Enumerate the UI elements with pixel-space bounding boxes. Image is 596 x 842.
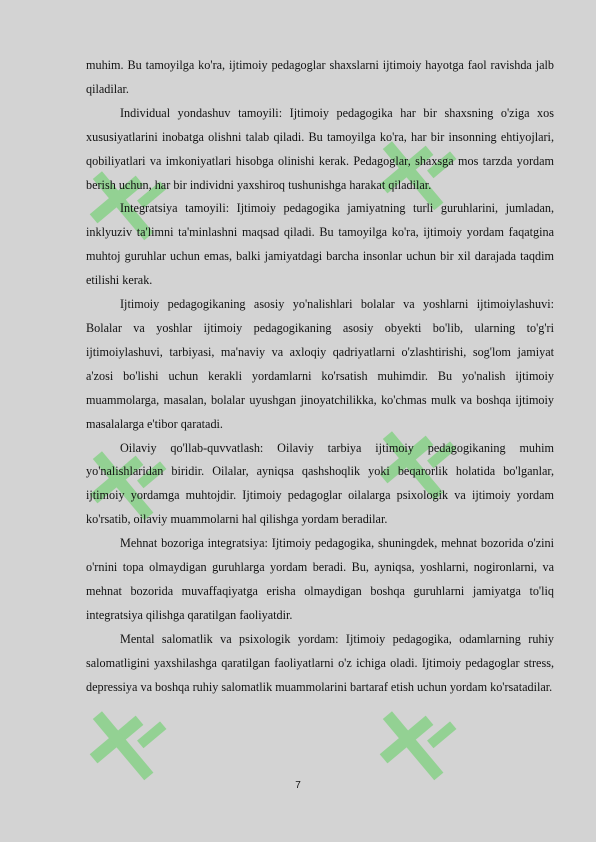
paragraph: Mehnat bozoriga integratsiya: Ijtimoiy pedagogika, shuningdek, mehnat bozorida o'zini o'rnini topa olmaydigan guruhlarga yordam beradi. Bu, ayniqsa, yoshlarni, nogironlarni, va mehnat bozorida muvaffaqiyatga erisha olmaydigan boshqa guruhlarni jamiyatga to'liq integratsiya qilishga qaratilgan faoliyatdir. bbox=[86, 536, 554, 622]
paragraph: Oilaviy qo'llab-quvvatlash: Oilaviy tarbiya ijtimoiy pedagogikaning muhim yo'nalishlaridan biridir. Oilalar, ayniqsa qashshoqlik yoki beqarorlik holatida bo'lganlar, ijtimoiy yordamga muhtojdir. Ijtimoiy pedagoglar oilalarga psixologik va ijtimoiy yordam ko'rsatib, oilaviy muammolarni hal qilishga yordam beradilar. bbox=[86, 440, 554, 527]
page-number: 7 bbox=[295, 780, 301, 791]
paragraph: Integratsiya tamoyili: Ijtimoiy pedagogika jamiyatning turli guruhlarini, jumladan, inklyuziv ta'limni ta'minlashni maqsad qiladi. Bu tamoyilga ko'ra, ijtimoiy yordam faqatgina muhtoj guruhlar uchun emas, balki jamiyatdagi barcha insonlar uchun bir xil darajada taqdim etilishi kerak. bbox=[86, 201, 554, 288]
document-body bbox=[86, 54, 554, 699]
paragraph: Individual yondashuv tamoyili: Ijtimoiy pedagogika har bir shaxsning o'ziga xos xususiyatlarini inobatga olishni talab qiladi. Bu tamoyilga ko'ra, har bir insonning ehtiyojlari, qobiliyatlari va imkoniyatlari hisobga olinishi kerak. Pedagoglar, shaxsga mos tarzda yordam berish uchun, har bir individni yaxshiroq tushunishga harakat qiladilar. bbox=[86, 105, 554, 192]
paragraph: muhim. Bu tamoyilga ko'ra, ijtimoiy pedagoglar shaxslarni ijtimoiy hayotga faol ravishda jalb qiladilar. bbox=[86, 58, 554, 96]
paragraph: Ijtimoiy pedagogikaning asosiy yo'nalishlari bolalar va yoshlarni ijtimoiylashuvi: Bolalar va yoshlar ijtimoiy pedagogikaning asosiy obyekti bo'lib, ularning to'g'ri ijtimoiylashuvi, tarbiyasi, ma'naviy va axloqiy qadriyatlarni o'zlashtirishi, sog'lom jamiyat a'zosi bo'lishi uchun kerakli yordamlarni ko'rsatish muhimdir. Bu yo'nalish ijtimoiy muammolarga, masalan, bolalar uyushgan jinoyatchilikka, ko'chmas mulk va boshqa ijtimoiy masalalarga e'tibor qaratadi. bbox=[86, 297, 554, 431]
paragraph: Mental salomatlik va psixologik yordam: Ijtimoiy pedagogika, odamlarning ruhiy salomatligini yaxshilashga qaratilgan faoliyatlarni o'z ichiga oladi. Ijtimoiy pedagoglar stress, depressiya va boshqa ruhiy salomatlik muammolarini bartaraf etish uchun yordam ko'rsatadilar. bbox=[86, 631, 554, 694]
